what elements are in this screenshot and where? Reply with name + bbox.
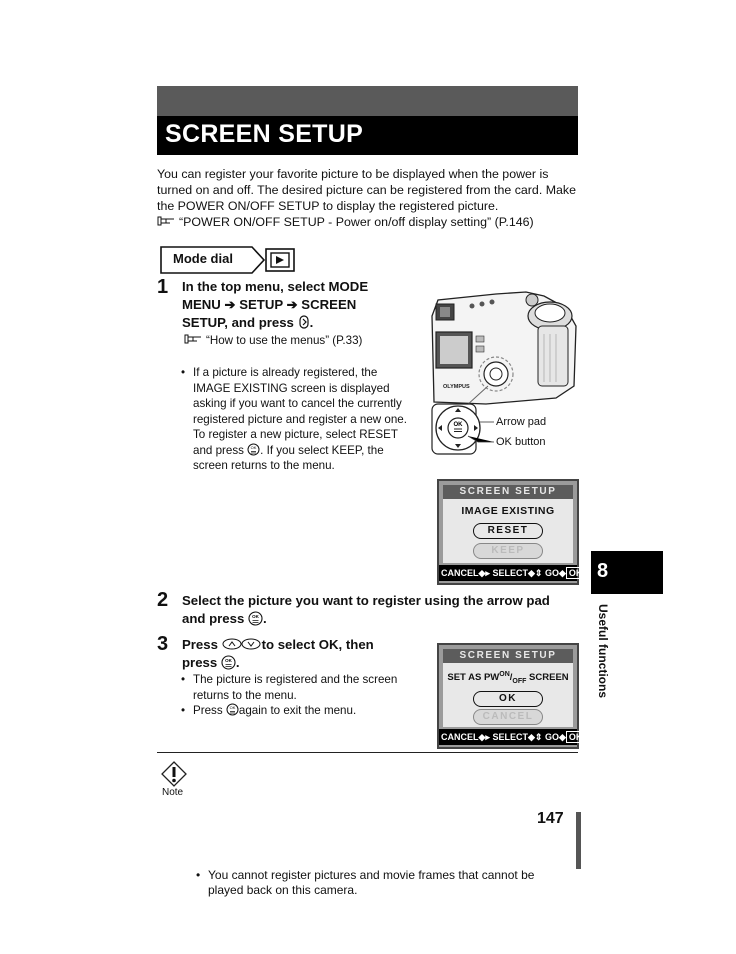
note-text xyxy=(196,868,578,899)
chapter-label xyxy=(586,604,616,714)
svg-text:OK: OK xyxy=(250,444,257,450)
lcd-image-existing xyxy=(437,479,583,585)
ok-button-icon xyxy=(247,443,260,456)
step-3-line-1 xyxy=(182,636,432,654)
step-1-number: 1 xyxy=(157,276,169,298)
svg-text:OK: OK xyxy=(229,705,236,710)
ok-button-icon xyxy=(248,611,263,626)
lcd-2-cancel-option[interactable]: CANCEL xyxy=(473,709,543,725)
step-1-bullet-line-5: To register a new picture, select RESET xyxy=(193,428,398,441)
lcd-2-left-key-icon: ◆▸ xyxy=(478,732,490,742)
step-2-text xyxy=(182,592,592,628)
note-line-2: played back on this camera. xyxy=(208,883,358,897)
step-1-bullet-line-7: screen returns to the menu. xyxy=(193,459,335,472)
step-3-bullet-1-line-2: returns to the menu. xyxy=(193,688,297,702)
step-3-bullet-2 xyxy=(181,703,431,719)
svg-text:OK: OK xyxy=(252,614,259,619)
step-1-reference xyxy=(184,333,362,349)
lcd-2-footer xyxy=(439,729,583,745)
lcd-1-footer xyxy=(439,565,583,581)
lcd-2-label-off: OFF xyxy=(512,678,527,686)
ok-button-magnified-icon xyxy=(448,418,468,438)
lcd-1-keep-option[interactable]: KEEP xyxy=(473,543,543,559)
lcd-2-label: SET AS $PW^{ON}/_{OFF}$ SCREEN xyxy=(447,671,569,686)
lcd-2-cancel-label: CANCEL xyxy=(441,732,479,742)
step-1-line-3-text: SETUP, and press xyxy=(182,315,294,330)
step-1-reference-text: “How to use the menus” (P.33) xyxy=(206,334,363,347)
lcd-1-ok-label: OK xyxy=(566,567,586,579)
step-3-line-1b: to select OK, then xyxy=(261,637,374,652)
reference-hand-icon xyxy=(184,333,204,345)
lcd-2-label-on: ON xyxy=(499,671,510,678)
lcd-2-select-label: SELECT xyxy=(492,732,528,742)
step-2-line-2-text: and press xyxy=(182,611,245,626)
lcd-2-ok-option[interactable]: OK xyxy=(473,691,543,707)
lcd-1-reset-option[interactable]: RESET xyxy=(473,523,543,539)
step-1-bullet-line-3: asking if you want to cancel the currently xyxy=(193,397,402,410)
note-label: Note xyxy=(162,787,184,798)
reference-hand-icon xyxy=(157,215,177,227)
lcd-1-updown-key-icon: ◆⇕ xyxy=(527,568,543,578)
intro-line-1: You can register your favorite picture to be displayed when the power is xyxy=(157,167,549,181)
chapter-label-text: Useful functions xyxy=(596,604,610,699)
ok-button-icon xyxy=(221,655,236,670)
step-3-text xyxy=(182,636,432,672)
lcd-2-screen xyxy=(443,663,573,727)
step-1-bullet-line-1: • If a picture is already registered, the xyxy=(193,366,378,379)
lcd-1-cancel-label: CANCEL xyxy=(441,568,479,578)
lcd-1-left-key-icon: ◆▸ xyxy=(478,568,490,578)
lcd-set-as-screen xyxy=(437,643,583,749)
mode-dial-label: Mode dial xyxy=(173,251,233,266)
step-1-line-3: SETUP, and press . xyxy=(182,315,314,330)
arrow-right-button-icon xyxy=(298,315,310,329)
step-1-bullet-line-4: registered picture and register a new one. xyxy=(193,412,407,426)
page-number: 147 xyxy=(537,810,564,827)
step-3-bullet-2b: again to exit the menu. xyxy=(238,704,357,717)
lcd-2-go-arrow-icon: ◆ xyxy=(558,732,566,742)
step-2-number: 2 xyxy=(157,589,169,611)
note-line-1: • You cannot register pictures and movie frames that cannot be xyxy=(208,867,535,882)
step-1-bullet-line-6 xyxy=(193,443,443,459)
lcd-1-go-arrow-icon: ◆ xyxy=(558,568,566,578)
lcd-2-go-label: GO xyxy=(544,732,559,742)
step-3-line-2: press OK . xyxy=(182,655,240,670)
header-bar xyxy=(157,86,578,116)
camera-brand-text: OLYMPUS xyxy=(443,384,470,390)
step-1-line-1: In the top menu, select MODE xyxy=(182,279,369,294)
intro-line-2: turned on and off. The desired picture can be registered from the card. Make xyxy=(157,183,577,197)
ok-button-magnified-text: OK xyxy=(453,422,463,428)
lcd-2-title: SCREEN SETUP xyxy=(443,649,573,663)
chapter-number: 8 xyxy=(597,560,609,582)
lcd-2-updown-key-icon: ◆⇕ xyxy=(527,732,543,742)
step-3-bullet-1-line-1: • The picture is registered and the screen xyxy=(193,673,398,686)
svg-text:OK: OK xyxy=(225,658,232,663)
note-divider xyxy=(157,752,578,753)
step-1-bullet xyxy=(181,365,443,474)
step-1-bullet-line-6a: and press xyxy=(193,443,244,457)
step-2-line-2: and press OK . xyxy=(182,611,267,626)
intro-reference-text: “POWER ON/OFF SETUP - Power on/off display setting” (P.146) xyxy=(179,215,534,229)
page-title: SCREEN SETUP xyxy=(165,120,364,148)
lcd-1-go-label: GO xyxy=(544,568,559,578)
step-2-line-1: Select the picture you want to register using the arrow pad xyxy=(182,593,550,608)
ok-button-icon xyxy=(226,703,239,716)
intro-line-3: the POWER ON/OFF SETUP to display the registered picture. xyxy=(157,199,499,213)
step-1-text xyxy=(182,278,422,332)
lcd-1-label: IMAGE EXISTING xyxy=(461,505,555,517)
step-3-number: 3 xyxy=(157,633,169,655)
note-warning-icon xyxy=(160,760,188,788)
lcd-2-label-b: SCREEN xyxy=(529,672,569,684)
mode-dial-indicator xyxy=(160,246,300,279)
arrow-pad-label: Arrow pad xyxy=(496,416,547,428)
lcd-1-select-label: SELECT xyxy=(492,568,528,578)
step-3-bullet-1 xyxy=(181,672,431,703)
lcd-1-title: SCREEN SETUP xyxy=(443,485,573,499)
lcd-2-label-a: SET AS PW xyxy=(447,672,500,684)
ok-button-label: OK button xyxy=(496,436,546,448)
up-down-keys-icon xyxy=(222,638,262,650)
step-1-bullet-line-2: IMAGE EXISTING screen is displayed xyxy=(193,381,390,395)
lcd-2-ok-label: OK xyxy=(566,731,586,743)
step-3-line-1a: Press xyxy=(182,637,218,652)
lcd-1-screen xyxy=(443,499,573,563)
step-3-line-2-text: press xyxy=(182,655,218,670)
step-3-bullets xyxy=(181,672,431,719)
page-number-rule xyxy=(576,812,581,869)
intro-reference xyxy=(157,214,587,230)
intro-text xyxy=(157,166,587,230)
step-1-line-2: MENU ➔ SETUP ➔ SCREEN xyxy=(182,297,357,312)
step-3-bullet-2a: Press xyxy=(193,704,223,717)
step-1-bullet-line-6b: . If you select KEEP, the xyxy=(260,443,384,457)
